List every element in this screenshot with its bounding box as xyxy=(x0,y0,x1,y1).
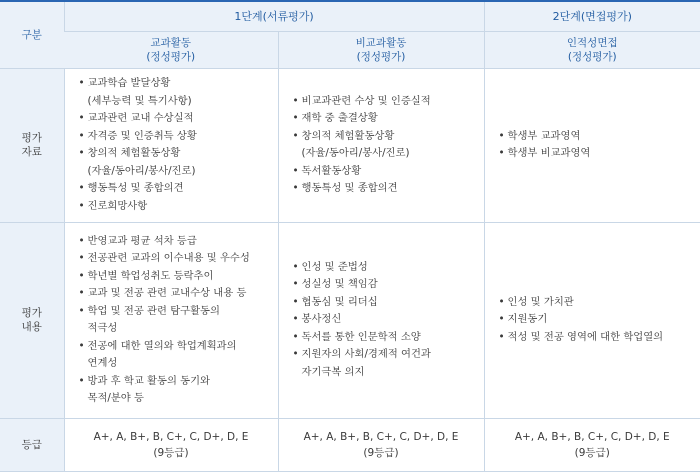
data-interview-cell xyxy=(484,68,700,222)
col-header-extracurricular: 비교과활동 (정성평가) xyxy=(278,31,484,68)
list-item: • 학업 및 전공 관련 탐구활동의 xyxy=(79,303,272,321)
stage1-header: 1단계(서류평가) xyxy=(64,1,484,31)
list-item: (세부능력 및 특기사항) xyxy=(87,94,192,107)
list-item: • 전공에 대한 열의와 학업계획과의 xyxy=(79,338,272,356)
list-item: 연계성 xyxy=(87,357,118,369)
list-item: • 진로희망사항 xyxy=(79,198,272,216)
data-extracurricular-cell xyxy=(278,68,484,222)
list-item: 목적/분야 등 xyxy=(87,392,144,404)
gubun-header: 구분 xyxy=(0,1,64,68)
row-label-content: 평가 내용 xyxy=(0,222,64,418)
content-curricular-cell xyxy=(64,222,278,418)
list-item: • 교과 및 전공 관련 교내수상 내용 등 xyxy=(79,285,272,303)
content-interview-cell xyxy=(484,222,700,418)
stage2-header: 2단계(면접평가) xyxy=(484,1,700,31)
list-item: • 전공관련 교과의 이수내용 및 우수성 xyxy=(79,250,272,268)
list-item: • 성실성 및 책임감 xyxy=(293,276,478,294)
list-item: • 비교과관련 수상 및 인증실적 xyxy=(293,93,478,111)
row-label-data: 평가 자료 xyxy=(0,68,64,222)
list-item: • 행동특성 및 종합의견 xyxy=(293,180,478,198)
row-label-grade: 등급 xyxy=(0,418,64,471)
list-item: • 협동심 및 리더십 xyxy=(293,294,478,312)
grade-curricular-cell: A+, A, B+, B, C+, C, D+, D, E (9등급) xyxy=(64,418,278,471)
list-item: • 학생부 비교과영역 xyxy=(499,145,695,163)
list-item: 적극성 xyxy=(87,322,118,334)
grade-interview-cell: A+, A, B+, B, C+, C, D+, D, E (9등급) xyxy=(484,418,700,471)
col-header-curricular: 교과활동 (정성평가) xyxy=(64,31,278,68)
grade-extracurricular-cell: A+, A, B+, B, C+, C, D+, D, E (9등급) xyxy=(278,418,484,471)
list-item: • 인성 및 가치관 xyxy=(499,294,695,312)
list-item: (자율/동아리/봉사/진로) xyxy=(87,164,196,177)
data-curricular-cell xyxy=(64,68,278,222)
list-item: • 학생부 교과영역 xyxy=(499,128,695,146)
list-item: • 적성 및 전공 영역에 대한 학업열의 xyxy=(499,329,695,347)
col-header-interview: 인적성면접 (정성평가) xyxy=(484,31,700,68)
list-item: • 지원동기 xyxy=(499,311,695,329)
list-item: • 반영교과 평균 석차 등급 xyxy=(79,233,272,251)
list-item: • 창의적 체험활동상황 xyxy=(293,128,478,146)
list-item: • 봉사정신 xyxy=(293,311,478,329)
list-item: • 행동특성 및 종합의견 xyxy=(79,180,272,198)
list-item: 자기극복 의지 xyxy=(301,365,365,378)
list-item: • 자격증 및 인증취득 상황 xyxy=(79,128,272,146)
list-item: • 독서활동상황 xyxy=(293,163,478,181)
list-item: • 교과관련 교내 수상실적 xyxy=(79,110,272,128)
list-item: • 교과학습 발달상황 xyxy=(79,75,272,93)
list-item: • 인성 및 준법성 xyxy=(293,259,478,277)
list-item: • 재학 중 출결상황 xyxy=(293,110,478,128)
list-item: (자율/동아리/봉사/진로) xyxy=(301,147,410,159)
list-item: • 방과 후 학교 활동의 동기와 xyxy=(79,373,272,391)
list-item: • 학년별 학업성취도 등락추이 xyxy=(79,268,272,286)
list-item: • 창의적 체험활동상황 xyxy=(79,145,272,163)
list-item: • 독서를 통한 인문학적 소양 xyxy=(293,329,478,347)
list-item: • 지원자의 사회/경제적 여건과 xyxy=(293,346,478,364)
content-extracurricular-cell xyxy=(278,222,484,418)
